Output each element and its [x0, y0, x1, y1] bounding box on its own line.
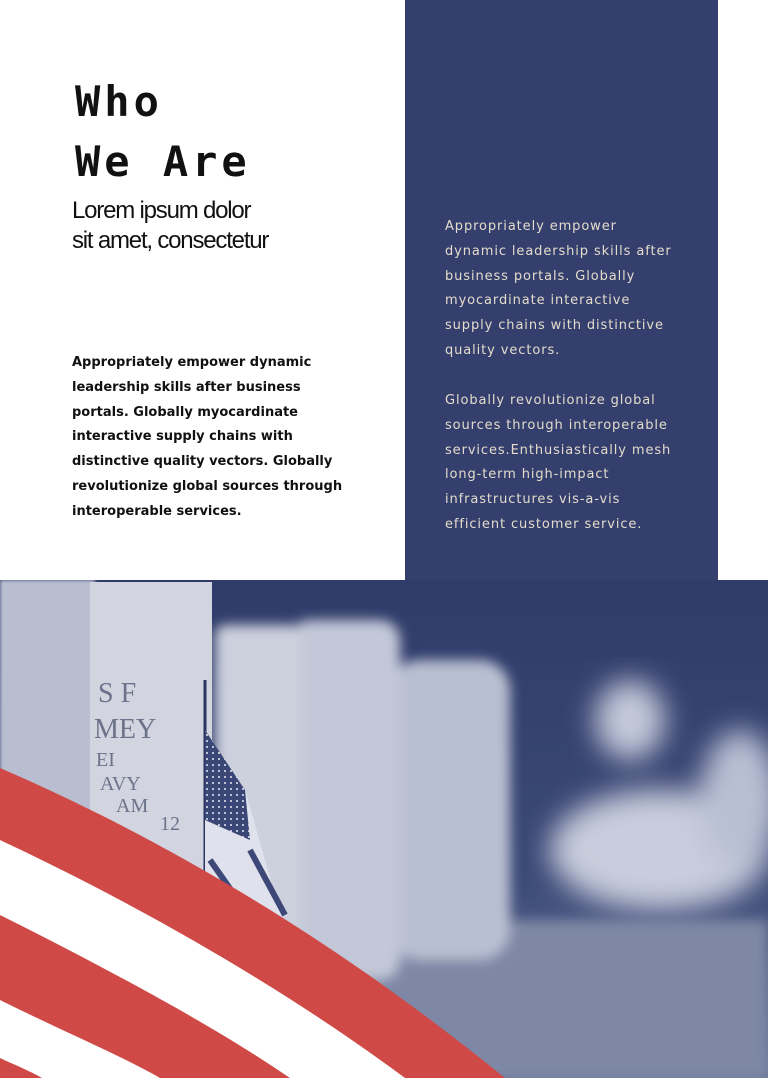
subtitle: [72, 196, 268, 256]
subtitle-line-1: Lorem ipsum dolor: [72, 197, 251, 224]
text-line: Globally revolutionize global: [445, 393, 656, 408]
intro-paragraph: [72, 351, 342, 525]
text-line: interactive supply chains with: [72, 429, 293, 445]
text-line: efficient customer service.: [445, 516, 643, 532]
text-line: supply chains with distinctive: [445, 318, 664, 334]
text-line: distinctive quality vectors. Globally: [72, 454, 333, 470]
inscription-line: AVY: [100, 773, 141, 795]
text-line: leadership skills after business: [72, 379, 301, 395]
text-line: business portals. Globally: [445, 268, 636, 284]
panel-paragraph-1: [445, 215, 672, 364]
cemetery-photo: [0, 580, 768, 1078]
text-line: dynamic leadership skills after: [445, 243, 672, 259]
inscription-line: S F: [98, 678, 137, 709]
text-line: portals. Globally myocardinate: [72, 404, 299, 420]
text-line: long-term high-impact: [445, 467, 610, 483]
text-line: Appropriately empower dynamic: [72, 355, 312, 370]
title-line-2: We Are: [75, 137, 251, 186]
text-line: infrastructures vis-a-vis: [445, 492, 621, 508]
text-line: Appropriately empower: [445, 219, 617, 234]
text-line: services.Enthusiastically mesh: [445, 442, 672, 458]
text-line: interoperable services.: [72, 503, 242, 519]
page-title: [75, 72, 251, 192]
inscription-line: AM: [116, 795, 149, 817]
inscription-line: MEY: [94, 714, 157, 745]
text-line: revolutionize global sources through: [72, 478, 343, 494]
panel-paragraph-2: [445, 389, 671, 538]
text-line: quality vectors.: [445, 342, 561, 358]
subtitle-line-2: sit amet, consectetur: [72, 227, 269, 254]
inscription-line: 12: [160, 813, 180, 835]
title-line-1: Who: [75, 77, 163, 126]
text-line: sources through interoperable: [445, 417, 668, 433]
text-line: myocardinate interactive: [445, 293, 631, 309]
inscription-line: EI: [96, 749, 115, 771]
